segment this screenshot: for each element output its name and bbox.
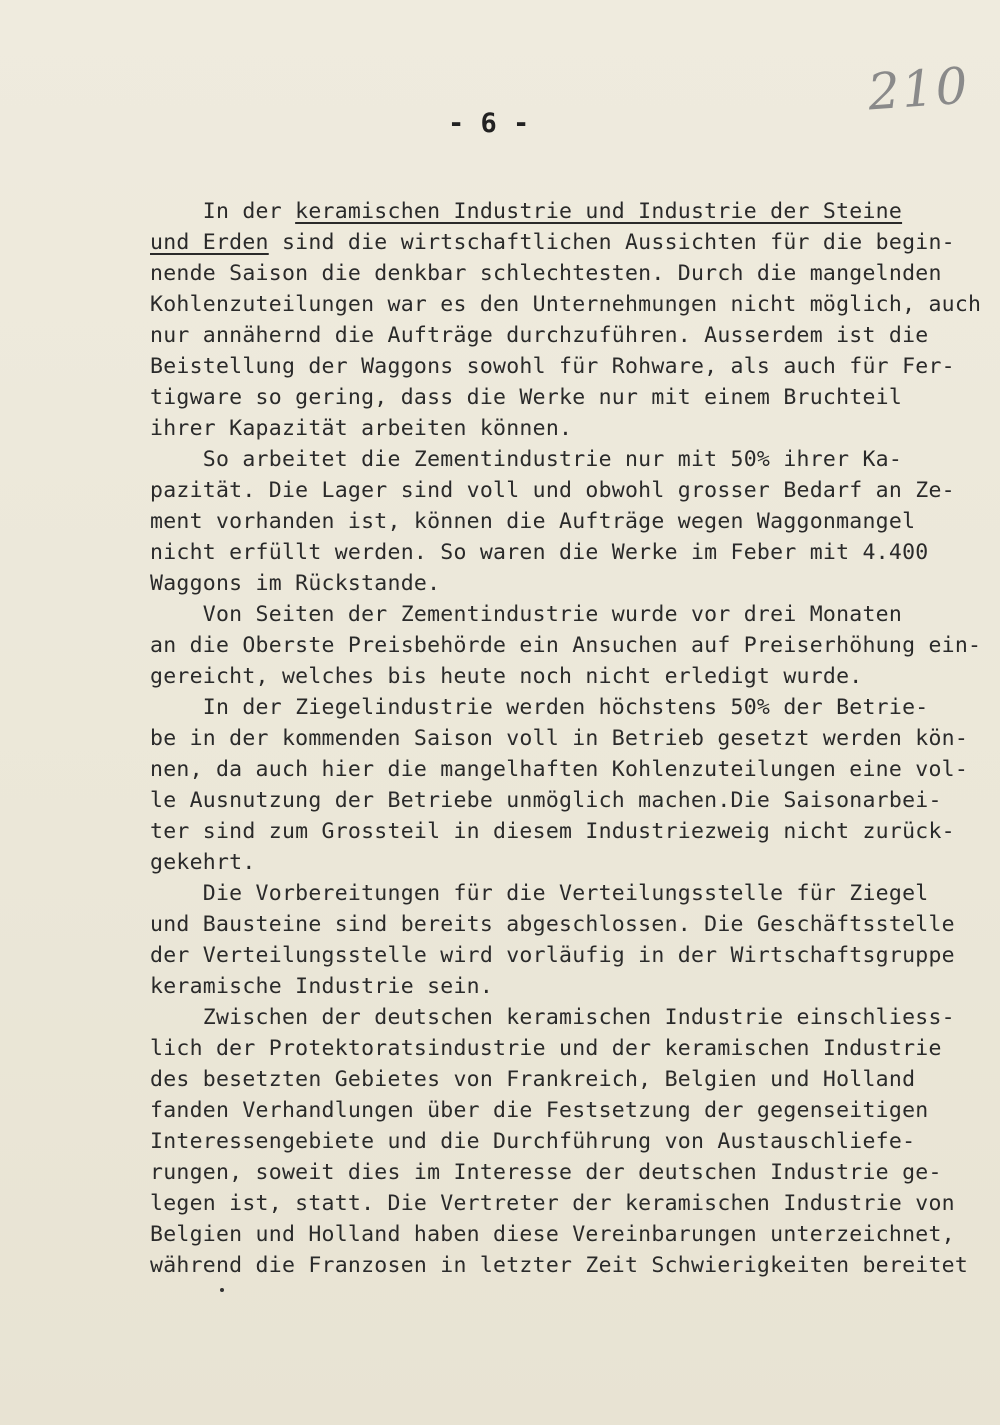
text-line — [150, 971, 980, 1002]
text-line — [150, 258, 980, 289]
text-line — [150, 661, 980, 692]
handwritten-folio-number: 210 — [866, 56, 972, 122]
text-segment: In der — [150, 199, 296, 224]
text-line — [150, 475, 980, 506]
ink-dot — [220, 1288, 224, 1292]
text-segment: Beistellung der Waggons sowohl für Rohware, als auch für Fer- — [150, 354, 955, 379]
text-segment: gereicht, welches bis heute noch nicht erledigt wurde. — [150, 664, 863, 689]
text-segment: lich der Protektoratsindustrie und der keramischen Industrie — [150, 1036, 942, 1061]
text-segment: nen, da auch hier die mangelhaften Kohlenzuteilungen eine vol- — [150, 757, 969, 782]
text-segment: gekehrt. — [150, 850, 256, 875]
text-line — [150, 320, 980, 351]
text-line — [150, 351, 980, 382]
text-segment: Interessengebiete und die Durchführung von Austauschliefe- — [150, 1129, 916, 1154]
text-segment: pazität. Die Lager sind voll und obwohl grosser Bedarf an Ze- — [150, 478, 955, 503]
text-line — [150, 847, 980, 878]
text-segment: ihrer Kapazität arbeiten können. — [150, 416, 573, 441]
text-segment: nende Saison die denkbar schlechtesten. Durch die mangelnden — [150, 261, 942, 286]
text-line — [150, 1002, 980, 1033]
text-segment: nur annähernd die Aufträge durchzuführen. Ausserdem ist die — [150, 323, 929, 348]
text-segment: le Ausnutzung der Betriebe unmöglich machen.Die Saisonarbei- — [150, 788, 942, 813]
text-segment: Belgien und Holland haben diese Vereinbarungen unterzeichnet, — [150, 1222, 955, 1247]
text-segment: rungen, soweit dies im Interesse der deutschen Industrie ge- — [150, 1160, 942, 1185]
page-number: - 6 - — [448, 108, 530, 139]
text-segment: sind die wirtschaftlichen Aussichten für die begin- — [268, 230, 955, 255]
body-text — [150, 196, 980, 1281]
text-line — [150, 568, 980, 599]
text-line — [150, 1250, 980, 1281]
text-segment: be in der kommenden Saison voll in Betrieb gesetzt werden kön- — [150, 726, 969, 751]
text-line — [150, 878, 980, 909]
text-line — [150, 382, 980, 413]
text-line — [150, 1126, 980, 1157]
text-line — [150, 227, 980, 258]
text-segment: Von Seiten der Zementindustrie wurde vor drei Monaten — [150, 602, 903, 627]
text-line — [150, 444, 980, 475]
text-segment: tigware so gering, dass die Werke nur mit einem Bruchteil — [150, 385, 903, 410]
text-line — [150, 1095, 980, 1126]
text-line — [150, 1188, 980, 1219]
text-line — [150, 909, 980, 940]
text-segment: Kohlenzuteilungen war es den Unternehmungen nicht möglich, auch — [150, 292, 982, 317]
text-segment: nicht erfüllt werden. So waren die Werke im Feber mit 4.400 — [150, 540, 929, 565]
text-line — [150, 599, 980, 630]
text-line — [150, 413, 980, 444]
text-segment: Zwischen der deutschen keramischen Industrie einschliess- — [150, 1005, 955, 1030]
text-line — [150, 1219, 980, 1250]
text-line — [150, 537, 980, 568]
text-segment: So arbeitet die Zementindustrie nur mit 50% ihrer Ka- — [150, 447, 903, 472]
text-line — [150, 506, 980, 537]
text-segment: In der Ziegelindustrie werden höchstens 50% der Betrie- — [150, 695, 929, 720]
text-line — [150, 754, 980, 785]
underlined-text: keramischen Industrie und Industrie der Steine — [295, 199, 903, 224]
text-segment: keramische Industrie sein. — [150, 974, 494, 999]
text-segment: Waggons im Rückstande. — [150, 571, 441, 596]
text-segment: fanden Verhandlungen über die Festsetzung der gegenseitigen — [150, 1098, 929, 1123]
text-segment: ter sind zum Grossteil in diesem Industriezweig nicht zurück- — [150, 819, 955, 844]
text-line — [150, 630, 980, 661]
text-line — [150, 289, 980, 320]
text-segment: an die Oberste Preisbehörde ein Ansuchen auf Preiserhöhung ein- — [150, 633, 982, 658]
text-line — [150, 816, 980, 847]
text-line — [150, 1033, 980, 1064]
text-line — [150, 785, 980, 816]
text-line — [150, 940, 980, 971]
text-line — [150, 196, 980, 227]
text-segment: während die Franzosen in letzter Zeit Schwierigkeiten bereitet — [150, 1253, 969, 1278]
text-segment: Die Vorbereitungen für die Verteilungsstelle für Ziegel — [150, 881, 929, 906]
text-line — [150, 1157, 980, 1188]
text-segment: ment vorhanden ist, können die Aufträge wegen Waggonmangel — [150, 509, 916, 534]
text-segment: legen ist, statt. Die Vertreter der keramischen Industrie von — [150, 1191, 955, 1216]
underlined-text: und Erden — [150, 230, 269, 255]
text-line — [150, 723, 980, 754]
text-segment: und Bausteine sind bereits abgeschlossen. Die Geschäftsstelle — [150, 912, 955, 937]
text-segment: des besetzten Gebietes von Frankreich, Belgien und Holland — [150, 1067, 916, 1092]
text-line — [150, 692, 980, 723]
text-segment: der Verteilungsstelle wird vorläufig in der Wirtschaftsgruppe — [150, 943, 955, 968]
text-line — [150, 1064, 980, 1095]
